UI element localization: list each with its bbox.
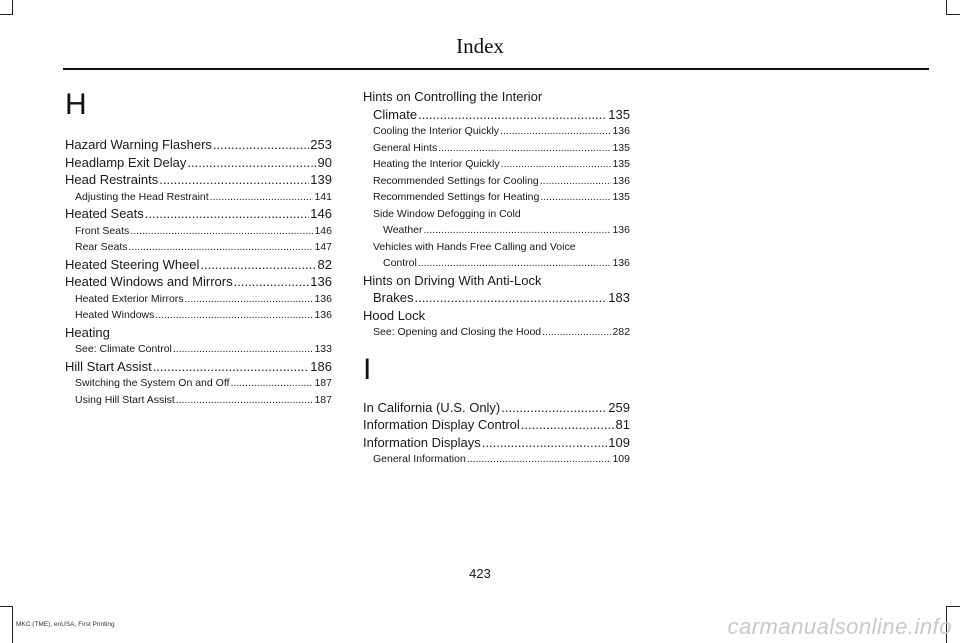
index-entry [65,136,332,154]
entry-page: 253 [310,137,332,152]
entry-page: 133 [314,343,332,355]
index-subentry [363,123,630,140]
entry-line [65,189,332,206]
entry-text: General Hints [373,141,438,154]
entry-line [65,256,332,274]
entry-page: 135 [612,191,630,203]
entry-text: Information Displays [363,434,481,450]
entry-text: General Information [373,453,466,465]
entry-page: 282 [612,326,630,338]
crop-mark-bottom-left-v [12,606,13,643]
dot-leader [200,256,316,274]
entry-text: Recommended Settings for Heating [373,191,540,203]
index-entry [363,399,630,417]
entry-line [363,416,630,434]
entry-line [65,136,332,154]
section-letter-h: H [65,88,87,121]
entry-heading: Hints on Controlling the Interior [363,89,543,104]
entry-page: 187 [314,393,332,406]
entry-text: Hood Lock [363,307,426,323]
entry-text: Using Hill Start Assist [75,393,175,406]
entry-page: 136 [314,292,332,305]
index-subentry [65,239,332,256]
crop-mark-bottom-right-h [946,606,960,607]
entry-text: Switching the System On and Off [75,377,230,389]
index-entry [65,256,332,274]
index-subentry [363,173,630,190]
index-entry [65,273,332,291]
watermark: carmanualsonline.info [727,614,952,639]
entry-page: 141 [314,190,332,203]
entry-text: Heating [65,324,110,340]
entry-text: Control [383,257,417,269]
dot-leader [187,154,316,172]
crop-mark-top-right-h [946,14,960,15]
entry-page: 81 [615,417,630,432]
index-entry [363,272,630,307]
entry-text: See: Climate Control [75,343,172,355]
entry-text: Heated Windows [75,309,155,321]
entry-page: 187 [314,377,332,389]
entry-page: 183 [608,290,630,305]
index-subentry [65,223,332,240]
index-entry [65,205,332,223]
entry-page: 136 [310,274,332,289]
entry-text: Rear Seats [75,241,128,253]
index-subentry [65,341,332,358]
entry-text: Heated Seats [65,206,144,221]
index-subentry [65,189,332,206]
entry-page: 136 [612,224,630,236]
entry-line [363,255,630,272]
index-subentry [363,156,630,173]
entry-text: Climate [373,106,418,122]
entry-line [363,222,630,239]
entry-page: 136 [612,125,630,137]
dot-leader [501,156,612,173]
entry-page: 109 [608,434,630,450]
index-column-left [65,88,332,408]
index-entry [363,307,630,325]
dot-leader [185,291,314,308]
entry-text: Cooling the Interior Quickly [373,125,500,137]
entry-page: 136 [314,309,332,321]
index-subentry [363,239,630,272]
entry-line [363,173,630,190]
entry-line [65,223,332,240]
dot-leader [501,399,607,417]
dot-leader [129,239,314,256]
entry-line [65,154,332,172]
crop-mark-top-left-h [0,14,13,15]
dot-leader [482,434,608,452]
dot-leader [230,375,313,392]
entry-line [363,140,630,157]
dot-leader [145,205,310,223]
crop-mark-top-left-v [12,0,13,14]
entry-line [65,392,332,409]
dot-leader [540,189,611,206]
entry-line [363,399,630,417]
entry-line [65,273,332,291]
index-subentry [65,392,332,409]
entry-line [65,324,332,342]
entry-text: Heated Exterior Mirrors [75,292,184,305]
index-subentry [363,324,630,341]
entry-line [363,123,630,140]
entry-text: Hazard Warning Flashers [65,137,212,152]
print-footer: MKC (TME), enUSA, First Printing [16,621,115,628]
entry-line [65,307,332,324]
entry-page: 259 [608,399,630,415]
entry-line [363,106,630,124]
entry-heading: Hints on Driving With Anti-Lock [363,272,542,288]
dot-leader [438,140,611,157]
entry-text: Front Seats [75,224,130,237]
entry-page: 136 [612,257,630,269]
entry-text: Headlamp Exit Delay [65,154,187,170]
entry-text: Heating the Interior Quickly [373,158,500,170]
entry-page: 186 [310,358,332,374]
entry-page: 109 [612,453,630,465]
dot-leader [159,171,309,189]
entry-line [363,307,630,325]
section-letter-i: I [363,352,372,386]
entry-text: Weather [383,224,423,236]
entry-line [363,434,630,452]
index-subentry [363,189,630,206]
entry-text: Adjusting the Head Restraint [75,190,209,203]
dot-leader [210,189,314,206]
index-entries-h-left [65,136,332,408]
entry-text: In California (U.S. Only) [363,399,501,415]
index-entry [363,434,630,452]
entry-line [363,324,630,341]
index-subentry [363,451,630,468]
entry-text: Brakes [373,290,414,305]
index-subentry [363,140,630,157]
entry-page: 135 [608,106,630,122]
entry-line [65,291,332,308]
entry-text: Head Restraints [65,172,159,187]
index-entry [65,358,332,376]
entry-page: 146 [310,206,332,221]
dot-leader [542,324,611,341]
index-entry [65,171,332,189]
entry-line [363,451,630,468]
dot-leader [173,341,314,358]
entry-text: Heated Steering Wheel [65,256,200,272]
dot-leader [130,223,313,240]
entry-line [65,341,332,358]
dot-leader [153,358,310,376]
index-subentry [65,291,332,308]
index-subentry [65,375,332,392]
entry-page: 135 [612,141,630,154]
index-entry [363,416,630,434]
entry-page: 146 [314,224,332,237]
entry-line [363,189,630,206]
entry-page: 82 [317,256,332,272]
index-column-right [363,88,630,468]
index-entry [65,154,332,172]
index-entries-i [363,399,630,468]
crop-mark-bottom-left-h [0,606,13,607]
dot-leader [500,123,611,140]
entry-text: Hill Start Assist [65,358,152,374]
dot-leader [155,307,313,324]
dot-leader [467,451,612,468]
dot-leader [521,416,615,434]
entry-line [363,156,630,173]
entry-line [65,358,332,376]
entry-text: See: Opening and Closing the Hood [373,326,542,338]
dot-leader [234,273,310,291]
dot-leader [418,255,612,272]
entry-line [65,205,332,223]
entry-heading: Side Window Defogging in Cold [373,207,521,220]
page-title: Index [456,34,504,58]
entry-line [363,289,630,307]
dot-leader [540,173,612,190]
entry-line [65,375,332,392]
entry-page: 90 [317,154,332,170]
entry-page: 136 [612,174,630,187]
index-entries-h-right [363,88,630,341]
index-entry [65,324,332,342]
index-subentry [65,307,332,324]
entry-text: Heated Windows and Mirrors [65,274,233,289]
dot-leader [418,106,607,124]
dot-leader [414,289,607,307]
index-subentry [363,206,630,239]
entry-heading: Vehicles with Hands Free Calling and Voice [373,240,576,253]
header-rule [63,68,929,70]
entry-line [65,171,332,189]
dot-leader [424,222,612,239]
page-number: 423 [469,566,491,581]
entry-page: 147 [314,241,332,253]
crop-mark-top-right-v [946,0,947,14]
entry-text: Information Display Control [363,417,520,432]
dot-leader [213,136,309,154]
entry-line [65,239,332,256]
dot-leader [176,392,314,409]
entry-page: 135 [612,158,630,170]
entry-text: Recommended Settings for Cooling [373,174,539,187]
entry-page: 139 [310,172,332,187]
index-entry [363,88,630,123]
